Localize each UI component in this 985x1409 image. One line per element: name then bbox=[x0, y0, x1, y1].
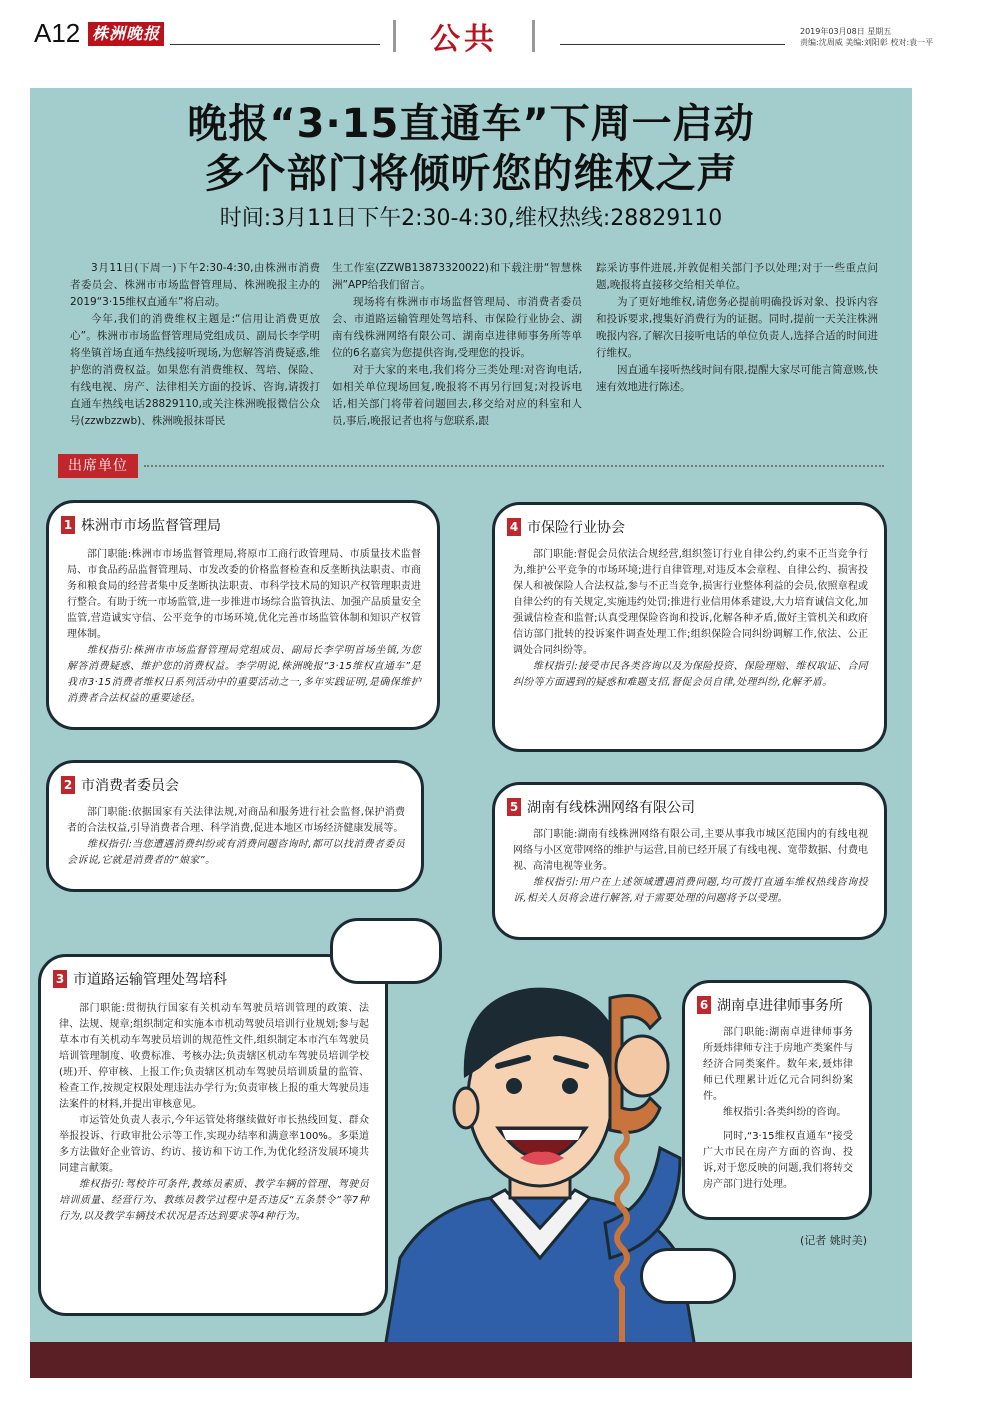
masthead bbox=[0, 0, 985, 60]
unit-guide: 维权指引:接受市民各类咨询以及为保险投资、保险理赔、维权取证、合同纠纷等方面遇到的疑惑和难题支招,督促会员自律,处理纠纷,化解矛盾。 bbox=[513, 661, 868, 688]
unit-duty: 部门职能:贯彻执行国家有关机动车驾驶员培训管理的政策、法律、法规、规章;组织制定和实施本市机动驾驶员培训行业规划;参与起草本市有关机动车驾驶员培训的规范性文件,组织制定本市汽车驾驶员培训管理制度、收费标准、考核办法;负责辖区机动车驾驶员培训学校(班)开、停审核、上报工作;负责辖区机动车驾驶员培训质量的监管、检查工作,按规定权限处理违法办学行为;负责审核上报的重大驾驶员违法案件的材料,并提出审核意见。 bbox=[59, 1003, 369, 1110]
unit-bubble-5 bbox=[492, 782, 887, 940]
ground-strip bbox=[30, 1342, 912, 1378]
unit-name: 株洲市市场监督管理局 bbox=[81, 518, 221, 534]
page-number: A12 bbox=[34, 18, 81, 48]
ear bbox=[454, 1088, 478, 1128]
unit-duty: 部门职能:督促会员依法合规经营,组织签订行业自律公约,约束不正当竞争行为,维护公平竞争的市场环境;进行自律管理,对违反本会章程、自律公约、损害投保人和被保险人合法权益,参与不正当竞争,损害行业整体利益的会员,依照章程或自律公约的有关规定,实施违约处罚;推进行业信用体系建设,大力培育诚信文化,加强诚信检查和监督;认真受理保险咨询和投诉,化解各种矛盾,做好主管机关和政府信访部门批转的投诉案件调查处理工作;组织保险合同纠纷调解工作,依法、公正调处合同纠纷等。 bbox=[513, 549, 868, 656]
intro-column-1 bbox=[70, 260, 320, 430]
dotted-divider bbox=[144, 465, 884, 467]
intro-paragraph: 现场将有株洲市市场监督管理局、市消费者委员会、市道路运输管理处驾培科、市保险行业协会、湖南有线株洲网络有限公司、湖南卓进律师事务所等单位的6名嘉宾为您提供咨询,受理您的投诉。 bbox=[332, 296, 582, 359]
unit-name: 市保险行业协会 bbox=[527, 520, 625, 536]
intro-paragraph: 因直通车接听热线时间有限,提醒大家尽可能言简意赅,快速有效地进行陈述。 bbox=[596, 364, 878, 393]
unit-number-badge: 1 bbox=[61, 516, 75, 534]
intro-paragraph: 对于大家的来电,我们将分三类处理:对咨询电话,如相关单位现场回复,晚报将不再另行回复;对投诉电话,相关部门将带着问题回去,移交给对应的科室和人员,事后,晚报记者也将与您联系,跟 bbox=[332, 364, 582, 427]
section-name: 公共 bbox=[430, 22, 498, 57]
newspaper-logo: 株洲晚报 bbox=[88, 22, 164, 46]
unit-extra: 市运管处负责人表示,今年运管处将继续做好市长热线回复、群众举报投诉、行政审批公示等工作,实现办结率和满意率100%。多渠道多方法做好企业管访、约访、接访和下访工作,为优化经济发展环境共同建言献策。 bbox=[59, 1115, 369, 1174]
unit-guide: 维权指引:驾校许可条件,教练员素质、教学车辆的管理、驾驶员培训质量、经营行为、教练员教学过程中是否违反“五条禁令”等7种行为,以及教学车辆技术状况是否达到要求等4种行为。 bbox=[59, 1179, 369, 1222]
eye-left bbox=[506, 1078, 522, 1094]
eye-right bbox=[562, 1078, 578, 1094]
headline-line-2: 多个部门将倾听您的维权之声 bbox=[204, 151, 738, 197]
unit-guide: 维权指引:用户在上述领域遭遇消费问题,均可拨打直通车维权热线咨询投诉,相关人员将会进行解答,对于需要处理的问题将予以受理。 bbox=[513, 877, 868, 904]
unit-guide: 维权指引:当您遭遇消费纠纷或有消费问题咨询时,都可以找消费者委员会诉说,它就是消费者的“娘家”。 bbox=[67, 839, 405, 866]
unit-guide: 维权指引:株洲市市场监督管理局党组成员、副局长李学明首场坐镇,为您解答消费疑惑、维护您的消费权益。李学明说,株洲晚报“3·15维权直通车”是我市3·15消费者维权日系列活动中的重要活动之一,多年实践证明,是确保维护消费者合法权益的重要途径。 bbox=[67, 645, 421, 704]
unit-body bbox=[703, 1025, 853, 1193]
attend-section-title: 出席单位 bbox=[58, 454, 138, 478]
unit-body bbox=[513, 547, 868, 691]
unit-title bbox=[697, 995, 843, 1015]
header-rule-right bbox=[560, 44, 785, 45]
header-rule-left bbox=[170, 44, 380, 45]
unit-number-badge: 6 bbox=[697, 996, 711, 1014]
unit-body bbox=[59, 1001, 369, 1225]
empty-speech-bubble bbox=[330, 918, 442, 984]
headline-line-1: 晚报“3·15直通车”下周一启动 bbox=[187, 101, 755, 147]
unit-bubble-6 bbox=[682, 980, 872, 1220]
unit-title bbox=[61, 515, 221, 535]
intro-column-2 bbox=[332, 260, 582, 430]
unit-bubble-3 bbox=[38, 954, 388, 1316]
reporter-byline: (记者 姚时美) bbox=[800, 1234, 868, 1247]
unit-body bbox=[67, 805, 405, 869]
unit-number-badge: 3 bbox=[53, 970, 67, 988]
subheadline: 时间:3月11日下午2:30-4:30,维权热线:28829110 bbox=[219, 206, 723, 231]
unit-title bbox=[507, 797, 695, 817]
unit-number-badge: 4 bbox=[507, 518, 521, 536]
unit-name: 市道路运输管理处驾培科 bbox=[73, 972, 227, 988]
section-divider-left bbox=[393, 20, 396, 52]
poster bbox=[30, 88, 912, 1378]
empty-speech-bubble bbox=[640, 1248, 736, 1304]
unit-title bbox=[61, 775, 179, 795]
unit-guide: 维权指引:各类纠纷的咨询。 bbox=[723, 1107, 847, 1118]
unit-duty: 部门职能:湖南卓进律师事务所聂炜律师专注于房地产类案件与经济合同类案件。数年来,聂炜律师已代理累计近亿元合同纠纷案件。 bbox=[703, 1027, 853, 1102]
unit-body bbox=[513, 827, 868, 907]
unit-duty: 部门职能:株洲市市场监督管理局,将原市工商行政管理局、市质量技术监督局、市食品药品监督管理局、市发改委的价格监督检查和反垄断执法职责、市商务和粮食局的经营者集中反垄断执法职责、市科学技术局的知识产权管理职责进行整合。有助于统一市场监管,进一步推进市场综合监管执法、加强产品质量安全监管,营造诚实守信、公平竞争的市场环境,优化完善市场监管体制和知识产权管理体制。 bbox=[67, 549, 421, 640]
intro-paragraph: 3月11日(下周一)下午2:30-4:30,由株洲市消费者委员会、株洲市市场监督管理局、株洲晚报主办的2019“3·15维权直通车”将启动。 bbox=[70, 262, 320, 308]
intro-paragraph: 今年,我们的消费维权主题是:“信用让消费更放心”。株洲市市场监督管理局党组成员、副局长李学明将坐镇首场直通车热线接听现场,为您解答消费疑惑,维护您的消费权益。如果您有消费维权、驾培、保险、有线电视、房产、法律相关方面的投诉、咨询,请拨打直通车热线电话28829110,或关注株洲晚报微信公众号(zzwbzzwb)、株洲晚报抹哥民 bbox=[70, 313, 320, 427]
unit-title bbox=[507, 517, 625, 537]
hand bbox=[616, 1036, 668, 1096]
unit-duty: 部门职能:依据国家有关法律法规,对商品和服务进行社会监督,保护消费者的合法权益,引导消费者合理、科学消费,促进本地区市场经济健康发展等。 bbox=[67, 807, 405, 834]
masthead-meta bbox=[800, 26, 933, 48]
unit-number-badge: 2 bbox=[61, 776, 75, 794]
intro-column-3 bbox=[596, 260, 878, 396]
unit-title bbox=[53, 969, 227, 989]
unit-bubble-4 bbox=[492, 502, 887, 752]
intro-paragraph: 生工作室(ZZWB13873320022)和下载注册“智慧株洲”APP给我们留言。 bbox=[332, 262, 582, 291]
unit-bubble-1 bbox=[46, 500, 440, 730]
unit-name: 湖南有线株洲网络有限公司 bbox=[527, 800, 695, 816]
unit-duty: 部门职能:湖南有线株洲网络有限公司,主要从事我市城区范围内的有线电视网络与小区宽带网络的维护与运营,目前已经开展了有线电视、宽带数据、付费电视、高清电视等业务。 bbox=[513, 829, 868, 872]
unit-name: 湖南卓进律师事务所 bbox=[717, 998, 843, 1014]
caller-illustration bbox=[360, 958, 720, 1378]
date-line: 2019年03月08日 星期五 bbox=[800, 27, 892, 36]
unit-body bbox=[67, 547, 421, 707]
unit-bubble-2 bbox=[46, 760, 424, 892]
unit-name: 市消费者委员会 bbox=[81, 778, 179, 794]
unit-number-badge: 5 bbox=[507, 798, 521, 816]
unit-extra: 同时,“3·15维权直通车”接受广大市民在房产方面的咨询、投诉,对于您反映的问题,我们将转交房产部门进行处理。 bbox=[703, 1131, 853, 1190]
intro-paragraph: 踪采访事件进展,并敦促相关部门予以处理;对于一些重点问题,晚报将直接移交给相关单位。 bbox=[596, 262, 878, 291]
editors-line: 责编:沈周威 美编:刘阳彰 校对:袁一平 bbox=[800, 38, 934, 47]
section-divider-right bbox=[532, 20, 535, 52]
intro-paragraph: 为了更好地维权,请您务必提前明确投诉对象、投诉内容和投诉要求,搜集好消费行为的证据。同时,提前一天关注株洲晚报内容,了解次日接听电话的单位负责人,选择合适的时间进行维权。 bbox=[596, 296, 878, 359]
